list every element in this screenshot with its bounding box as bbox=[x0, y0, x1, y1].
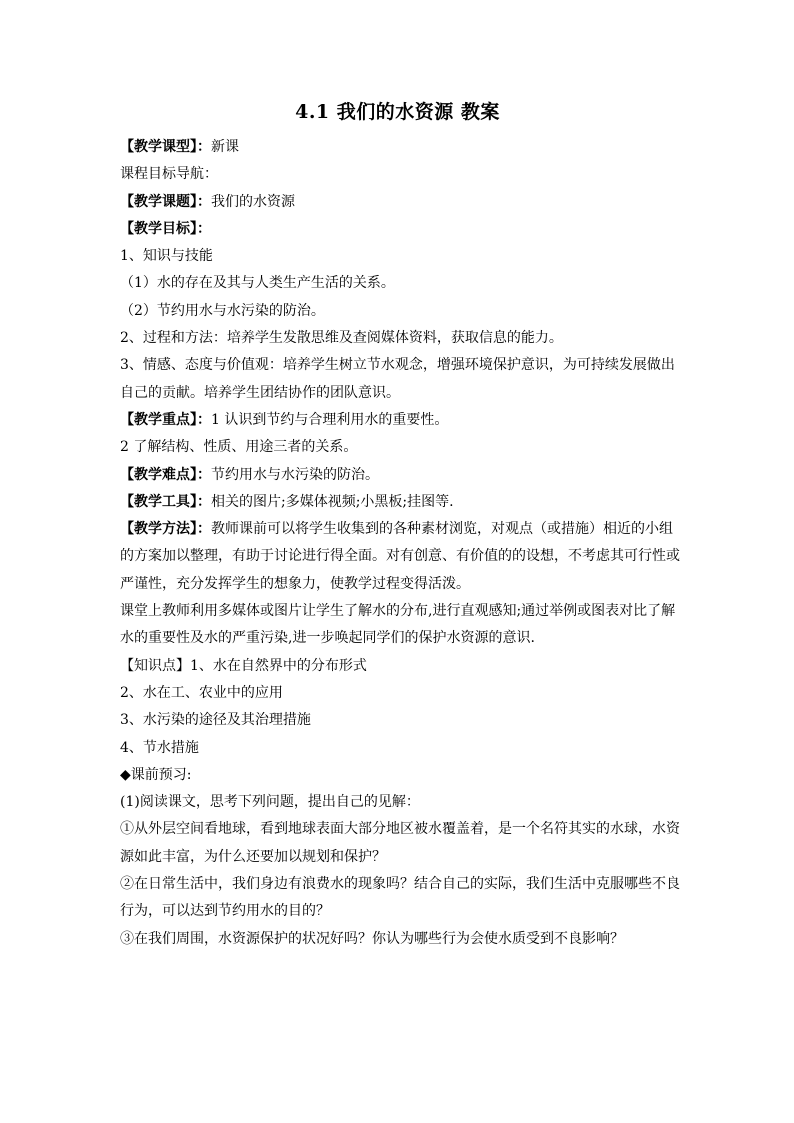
knowledge-item: 2、水在工、农业中的应用 bbox=[120, 684, 283, 701]
key-points-line bbox=[120, 407, 675, 434]
key-points-line-2: 2 了解结构、性质、用途三者的关系。 bbox=[120, 439, 358, 456]
methods-line: 水的重要性及水的严重污染,进一步唤起同学们的保护水资源的意识. bbox=[120, 630, 535, 647]
difficulty-value: 节约用水与水污染的防治。 bbox=[211, 466, 379, 483]
knowledge-line bbox=[120, 653, 675, 680]
preview-question: 源如此丰富，为什么还要加以规划和保护？ bbox=[120, 848, 386, 865]
goal-nav-line: 课程目标导航： bbox=[120, 166, 218, 183]
knowledge-item: 1、水在自然界中的分布形式 bbox=[190, 657, 367, 674]
tools-line bbox=[120, 489, 675, 516]
topic-value: 我们的水资源 bbox=[211, 193, 295, 210]
methods-label: 【教学方法】： bbox=[120, 521, 211, 538]
course-type-value: 新课 bbox=[211, 139, 239, 155]
knowledge-item: 4、节水措施 bbox=[120, 739, 199, 756]
course-type-label: 【教学课型】： bbox=[120, 139, 211, 155]
preview-intro: (1)阅读课文，思考下列问题，提出自己的见解： bbox=[120, 794, 420, 811]
preview-question: ①从外层空间看地球，看到地球表面大部分地区被水覆盖着，是一个名符其实的水球，水资 bbox=[120, 821, 680, 838]
methods-line: 的方案加以整理，有助于讨论进行得全面。对有创意、有价值的的设想，不考虑其可行性或 bbox=[120, 548, 680, 565]
topic-line bbox=[120, 189, 675, 216]
preview-question: ②在日常生活中，我们身边有浪费水的现象吗？结合自己的实际，我们生活中克服哪些不良 bbox=[120, 876, 680, 893]
difficulty-line bbox=[120, 462, 675, 489]
methods-text: 教师课前可以将学生收集到的各种素材浏览，对观点（或措施）相近的小组 bbox=[211, 521, 673, 538]
objective-line: （2）节约用水与水污染的防治。 bbox=[120, 302, 325, 319]
difficulty-label: 【教学难点】： bbox=[120, 466, 211, 483]
preview-label: ◆课前预习: bbox=[120, 766, 192, 783]
objective-line: 3、情感、态度与价值观：培养学生树立节水观念，增强环境保护意识，为可持续发展做出 bbox=[120, 357, 675, 374]
methods-line: 严谨性，充分发挥学生的想象力，使教学过程变得活泼。 bbox=[120, 575, 470, 592]
objective-line: 2、过程和方法：培养学生发散思维及查阅媒体资料，获取信息的能力。 bbox=[120, 330, 563, 347]
knowledge-label: 【知识点】 bbox=[120, 657, 190, 674]
course-type-line bbox=[120, 134, 675, 161]
methods-line: 课堂上教师利用多媒体或图片让学生了解水的分布,进行直观感知;通过举例或图表对比了解 bbox=[120, 603, 676, 620]
objective-line: 1、知识与技能 bbox=[120, 248, 213, 265]
tools-label: 【教学工具】： bbox=[120, 493, 211, 510]
knowledge-item: 3、水污染的途径及其治理措施 bbox=[120, 712, 311, 729]
key-points-value: 1 认识到节约与合理利用水的重要性。 bbox=[211, 411, 449, 428]
document-page bbox=[120, 98, 680, 953]
objective-line: （1）水的存在及其与人类生产生活的关系。 bbox=[120, 275, 395, 292]
key-points-label: 【教学重点】： bbox=[120, 411, 211, 428]
topic-label: 【教学课题】： bbox=[120, 193, 211, 210]
methods-line bbox=[120, 516, 675, 543]
objectives-label: 【教学目标】： bbox=[120, 220, 211, 237]
preview-question: ③在我们周围，水资源保护的状况好吗？你认为哪些行为会使水质受到不良影响？ bbox=[120, 930, 624, 947]
preview-question: 行为，可以达到节约用水的目的？ bbox=[120, 903, 330, 920]
objective-line: 自己的贡献。培养学生团结协作的团队意识。 bbox=[120, 384, 400, 401]
tools-value: 相关的图片;多媒体视频;小黑板;挂图等. bbox=[211, 493, 454, 510]
document-title: 4.1 我们的水资源 教案 bbox=[295, 101, 500, 123]
